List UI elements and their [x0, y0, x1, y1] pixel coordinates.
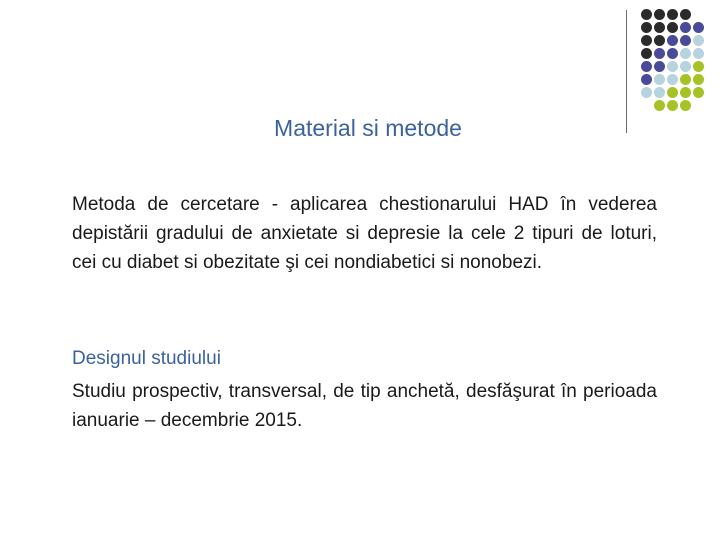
design-paragraph: Studiu prospectiv, transversal, de tip anchetă, desfăşurat în perioada ianuarie – decembrie 2015. [72, 381, 657, 431]
decorative-dot [667, 35, 678, 46]
decorative-dot [641, 61, 652, 72]
decorative-dot [680, 61, 691, 72]
decorative-dot [654, 100, 665, 111]
decorative-dot [654, 9, 665, 20]
decorative-dot [667, 61, 678, 72]
decorative-dot [667, 87, 678, 98]
decorative-dot [667, 48, 678, 59]
decorative-dot [693, 35, 704, 46]
decorative-dot [693, 22, 704, 33]
decorative-dot [680, 35, 691, 46]
decorative-dot [680, 74, 691, 85]
decorative-dot [693, 87, 704, 98]
decorative-dot [641, 48, 652, 59]
decorative-dot [641, 74, 652, 85]
decorative-dot [654, 22, 665, 33]
decorative-dot [693, 48, 704, 59]
decorative-dot [667, 74, 678, 85]
decorative-dot [654, 35, 665, 46]
decorative-dot [654, 74, 665, 85]
decorative-dot-grid [640, 8, 720, 118]
design-heading: Designul studiului [72, 348, 221, 369]
decorative-dot [641, 35, 652, 46]
decorative-dot [693, 61, 704, 72]
decorative-dot [693, 74, 704, 85]
decorative-dot [680, 22, 691, 33]
design-text-block [72, 377, 657, 435]
decorative-dot [641, 87, 652, 98]
decorative-dot [680, 9, 691, 20]
decorative-dot [667, 9, 678, 20]
decorative-dot [667, 100, 678, 111]
method-text-block [72, 190, 657, 277]
decorative-dot [654, 87, 665, 98]
decorative-dot [680, 48, 691, 59]
decorative-dot [667, 22, 678, 33]
decorative-dot [654, 61, 665, 72]
method-paragraph: Metoda de cercetare - aplicarea chestionarului HAD în vederea depistării gradului de anxietate si depresie la cele 2 tipuri de loturi, cei cu diabet si obezitate şi cei nondiabetici si nonobezi. [72, 194, 657, 273]
decorative-dot [641, 22, 652, 33]
decorative-dot [641, 9, 652, 20]
decorative-dot [680, 87, 691, 98]
decorative-dot [654, 48, 665, 59]
slide-title: Material si metode [274, 115, 462, 141]
decorative-dot [680, 100, 691, 111]
